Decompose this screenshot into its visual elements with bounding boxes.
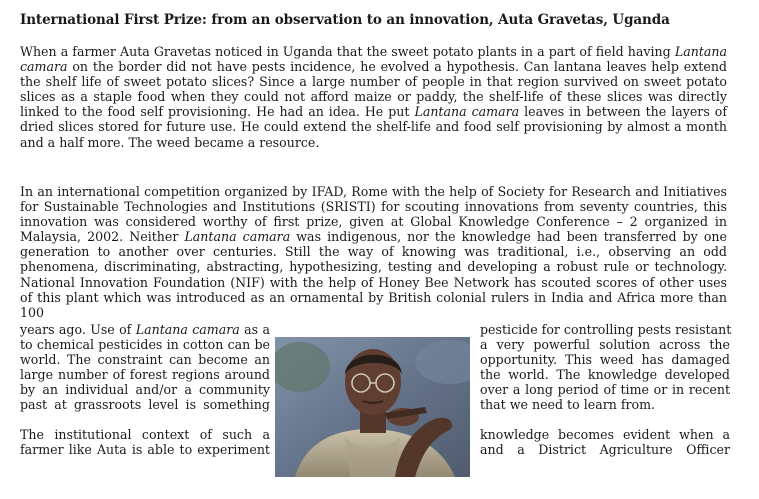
left-line-6: past at grassroots level is something	[20, 397, 270, 413]
left-line-8: farmer like Auta is able to experiment	[20, 441, 270, 457]
left-line-3: world. The constraint can become an	[20, 352, 270, 368]
left-line-5: by an individual and/or a community	[20, 382, 270, 398]
article-title: International First Prize: from an observation to an innovation, Auta Gravetas, Uganda	[20, 12, 670, 28]
paragraph-1	[20, 44, 727, 150]
left-line-1-italic: Lantana camara	[135, 322, 240, 337]
left-gap	[20, 413, 270, 427]
right-line-3: opportunity. This weed has damaged	[480, 352, 730, 368]
p1-italic-1: Lantana camara	[20, 44, 727, 75]
right-line-8: and a District Agriculture Officer	[480, 441, 730, 457]
paragraph-2	[20, 184, 727, 320]
p2-text-a: In an international competition organized by IFAD, Rome with the help of Society for Research and Initiatives for Sustainable Technologies and Institutions (SRISTI) for scouting innovations from seventy countries, this innovation was considered worthy of first prize, given at Global Knowledge Conference – 2 organized in Malaysia, 2002. Neither	[20, 184, 727, 245]
right-line-5: over a long period of time or in recent	[480, 382, 730, 398]
left-line-4: large number of forest regions around	[20, 367, 270, 383]
left-line-1-b: as a	[239, 322, 270, 337]
right-line-2: a very powerful solution across the	[480, 337, 730, 353]
left-line-1	[20, 322, 270, 337]
farmer-photo	[275, 337, 470, 477]
left-line-7: The institutional context of such a	[20, 426, 270, 442]
p1-italic-2: Lantana camara	[414, 104, 520, 120]
right-line-4: the world. The knowledge developed	[480, 367, 730, 383]
right-gap	[480, 413, 730, 427]
p2-italic-1: Lantana camara	[184, 229, 291, 245]
right-line-7: knowledge becomes evident when a	[480, 426, 730, 442]
farmer-portrait-image	[275, 337, 470, 477]
left-column	[20, 322, 270, 457]
right-line-6: that we need to learn from.	[480, 397, 656, 413]
p1-text-c: leaves in between the layers of dried slices stored for future use. He could extend the shelf-life and food self provisioning by almost a month and a half more. The weed became a resource.	[20, 104, 728, 150]
p1-text-b: on the border did not have pests incidence, he evolved a hypothesis. Can lantana leaves help extend the shelf life of sweet potato slices? Since a large number of people in that region survived on sweet potato slices as a staple food when they could not afford maize or paddy, the shelf-life of these slices was directly linked to the food self provisioning. He had an idea. He put	[20, 59, 727, 120]
left-line-2: to chemical pesticides in cotton can be	[20, 337, 270, 353]
p2-text-b: was indigenous, nor the knowledge had been transferred by one generation to another over centuries. Still the way of knowing was traditional, i.e., observing an odd phenomena, discriminating, abstracting, hypothesizing, testing and developing a robust rule or technology. National Innovation Foundation (NIF) with the help of Honey Bee Network has scouted scores of other uses of this plant which was introduced as an ornamental by British colonial rulers in India and Africa more than 100	[20, 229, 727, 320]
right-column	[480, 322, 730, 457]
right-line-1: pesticide for controlling pests resistant	[480, 322, 732, 337]
left-line-1-a: years ago. Use of	[20, 322, 136, 337]
p1-text-a: When a farmer Auta Gravetas noticed in Uganda that the sweet potato plants in a part of field having	[20, 44, 675, 59]
